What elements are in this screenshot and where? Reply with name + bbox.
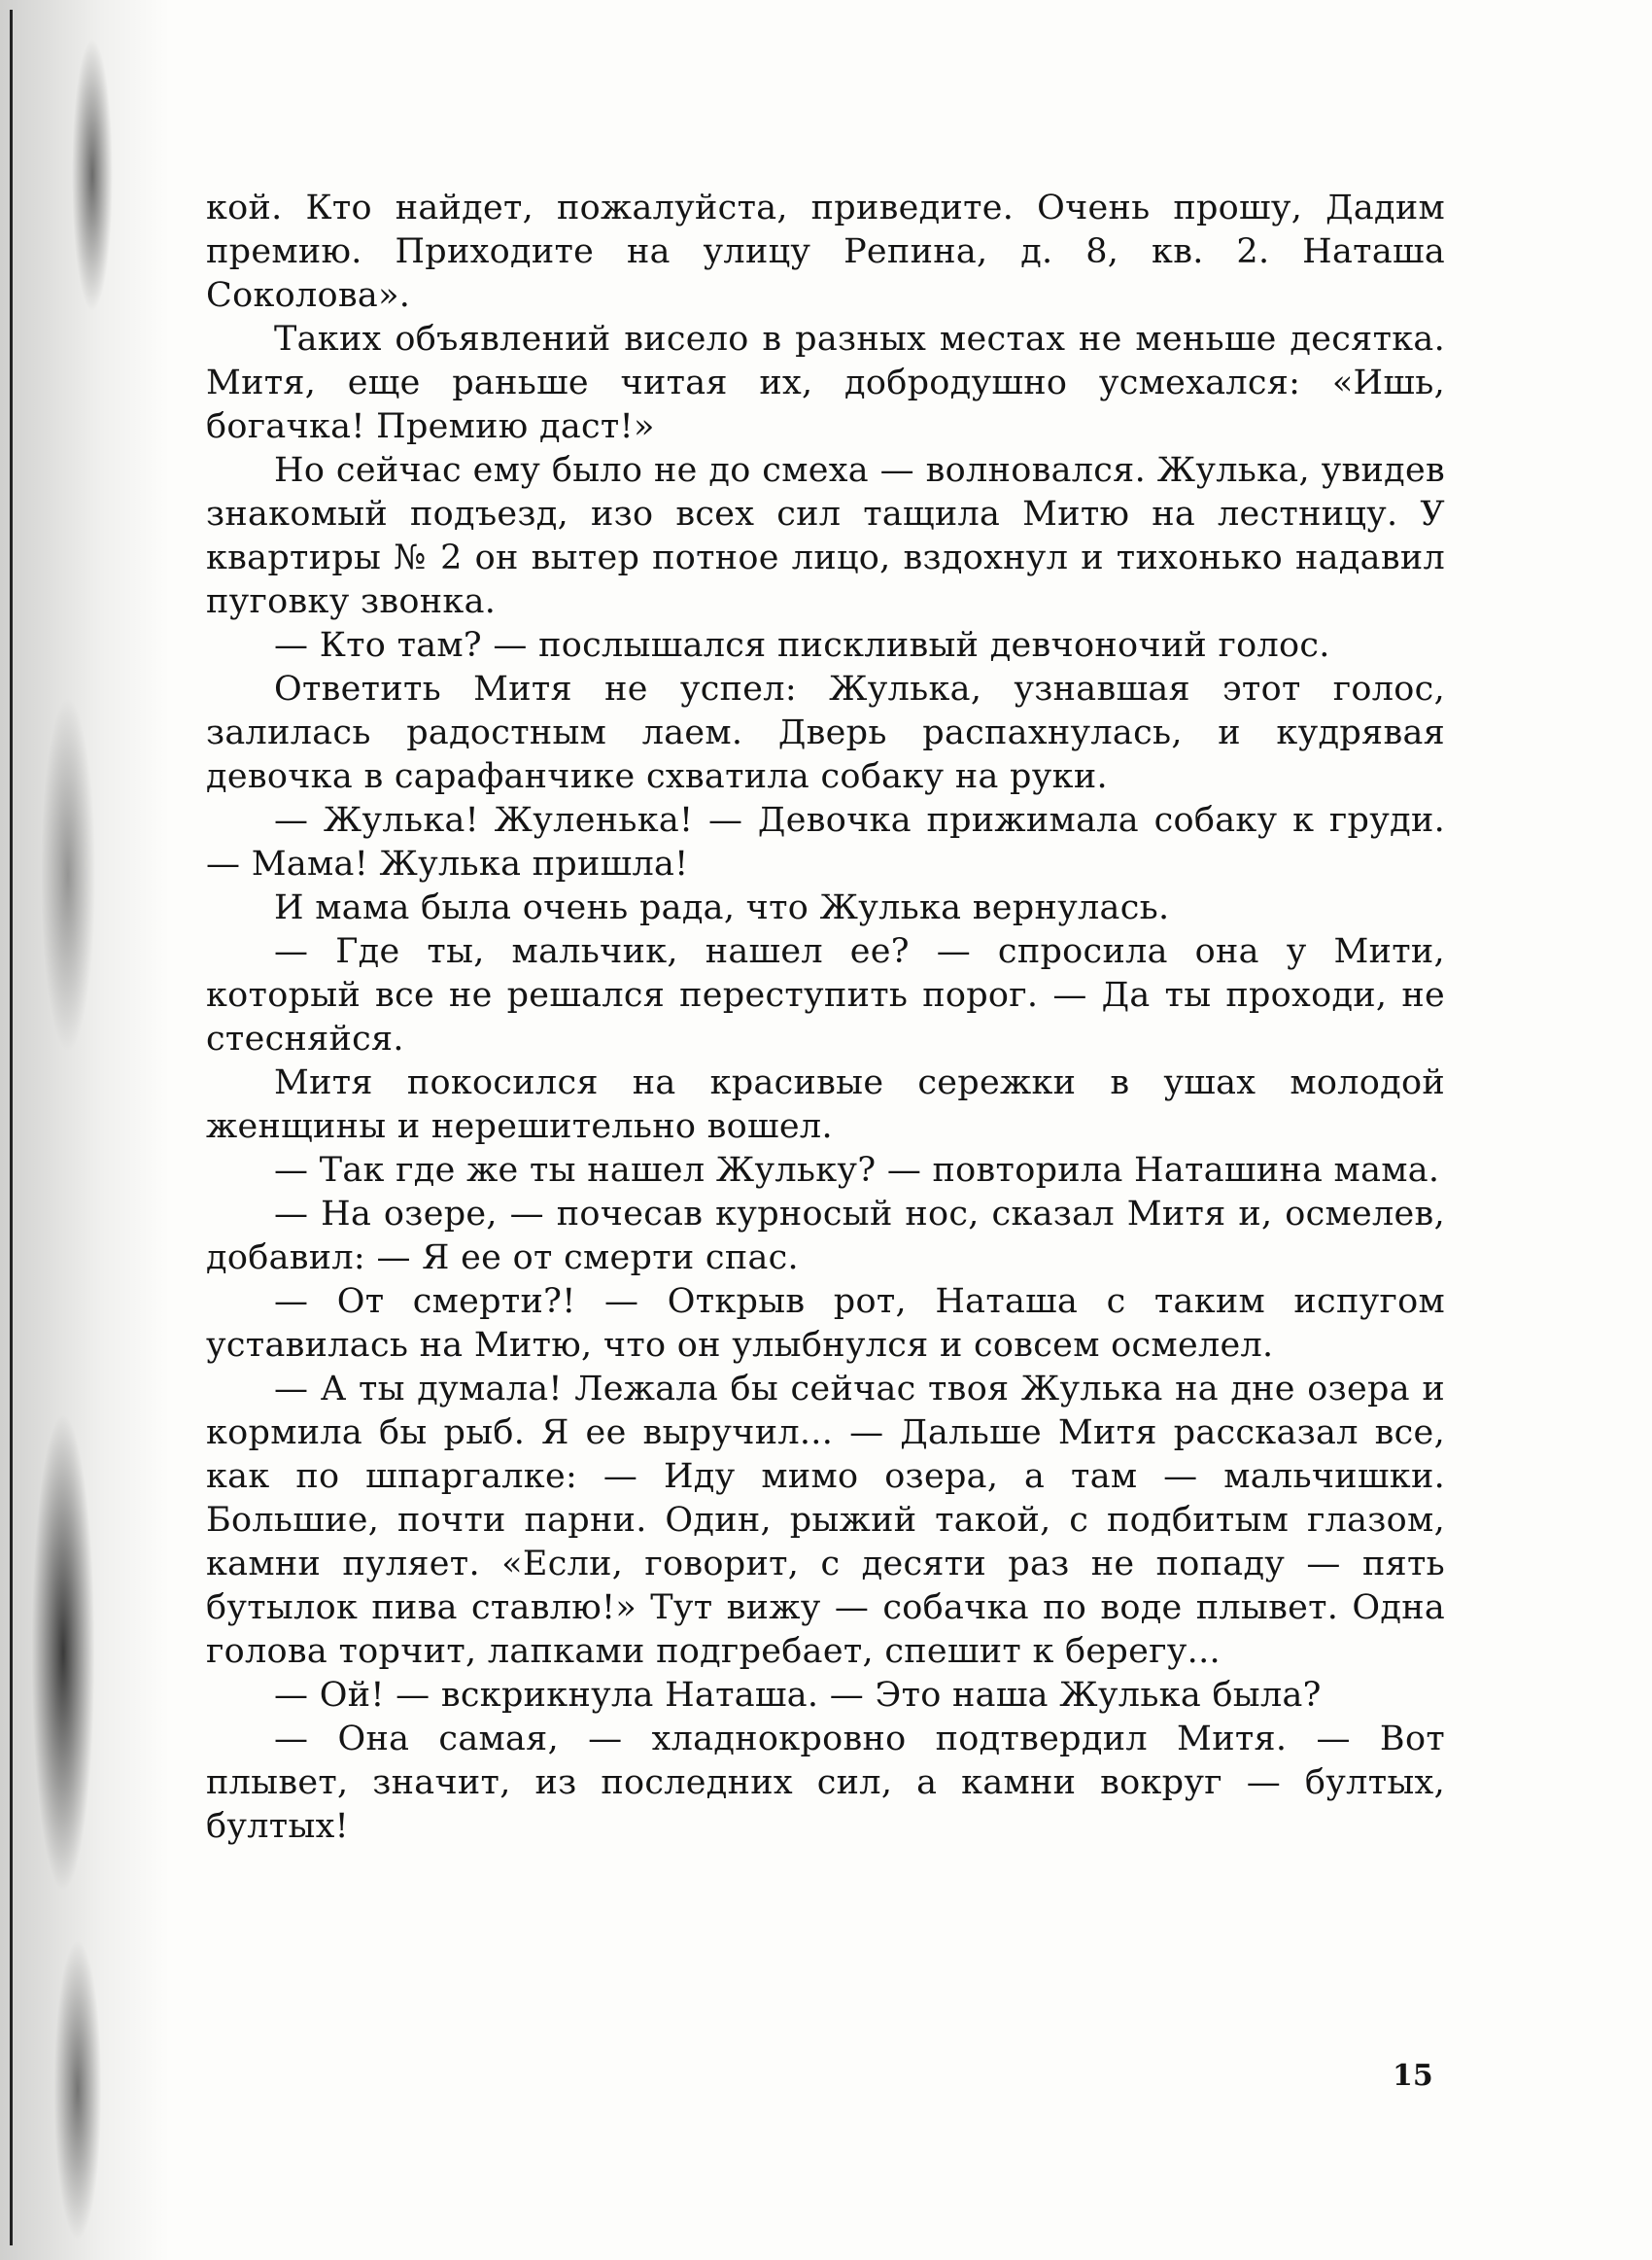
paragraph: Таких объявлений висело в разных местах не меньше десятка. Митя, еще раньше читая их, добродушно усмехался: «Ишь, богачка! Премию даст!» <box>206 320 1445 446</box>
paragraph: — А ты думала! Лежала бы сейчас твоя Жулька на дне озера и кормила бы рыб. Я ее выручил... — Дальше Митя рассказал все, как по шпаргалке: — Иду мимо озера, а там — мальчишки. Большие, почти парни. Один, рыжий такой, с подбитым глазом, камни пуляет. «Если, говорит, с десяти раз не попаду — пять бутылок пива ставлю!» Тут вижу — собачка по воде плывет. Одна голова торчит, лапками подгребает, спешит к берегу... <box>206 1370 1445 1671</box>
scan-binding-shadow <box>0 0 170 2260</box>
paragraph: — Ой! — вскрикнула Наташа. — Это наша Жулька была? <box>274 1676 1322 1715</box>
paragraph: Но сейчас ему было не до смеха — волновался. Жулька, увидев знакомый подъезд, изо всех сил тащила Митю на лестницу. У квартиры № 2 он вытер потное лицо, вздохнул и тихонько надавил пуговку звонка. <box>206 451 1445 621</box>
paragraph: — От смерти?! — Открыв рот, Наташа с таким испугом уставилась на Митю, что он улыбнулся и совсем осмелел. <box>206 1282 1445 1365</box>
paragraph: — На озере, — почесав курносый нос, сказал Митя и, осмелев, добавил: — Я ее от смерти спас. <box>206 1195 1445 1277</box>
paragraph: — Так где же ты нашел Жульку? — повторила Наташина мама. <box>274 1151 1440 1190</box>
paragraph: Ответить Митя не успел: Жулька, узнавшая этот голос, залилась радостным лаем. Дверь распахнулась, и кудрявая девочка в сарафанчике схватила собаку на руки. <box>206 670 1445 796</box>
paragraph: кой. Кто найдет, пожалуйста, приведите. Очень прошу, Дадим премию. Приходите на улицу Репина, д. 8, кв. 2. Наташа Соколова». <box>206 189 1445 315</box>
paragraph: — Она самая, — хладнокровно подтвердил Митя. — Вот плывет, значит, из последних сил, а камни вокруг — бултых, бултых! <box>206 1720 1445 1846</box>
paragraph: — Где ты, мальчик, нашел ее? — спросила она у Мити, который все не решался переступить порог. — Да ты проходи, не стесняйся. <box>206 932 1445 1059</box>
body-text <box>206 187 1445 1849</box>
paragraph: Митя покосился на красивые сережки в ушах молодой женщины и нерешительно вошел. <box>206 1063 1445 1146</box>
page-number: 15 <box>1393 2059 1433 2093</box>
page-edge-line <box>10 10 13 2245</box>
paragraph: — Кто там? — послышался пискливый девчоночий голос. <box>274 626 1330 665</box>
paragraph: — Жулька! Жуленька! — Девочка прижимала собаку к груди. — Мама! Жулька пришла! <box>206 801 1445 884</box>
paragraph: И мама была очень рада, что Жулька вернулась. <box>274 888 1170 927</box>
